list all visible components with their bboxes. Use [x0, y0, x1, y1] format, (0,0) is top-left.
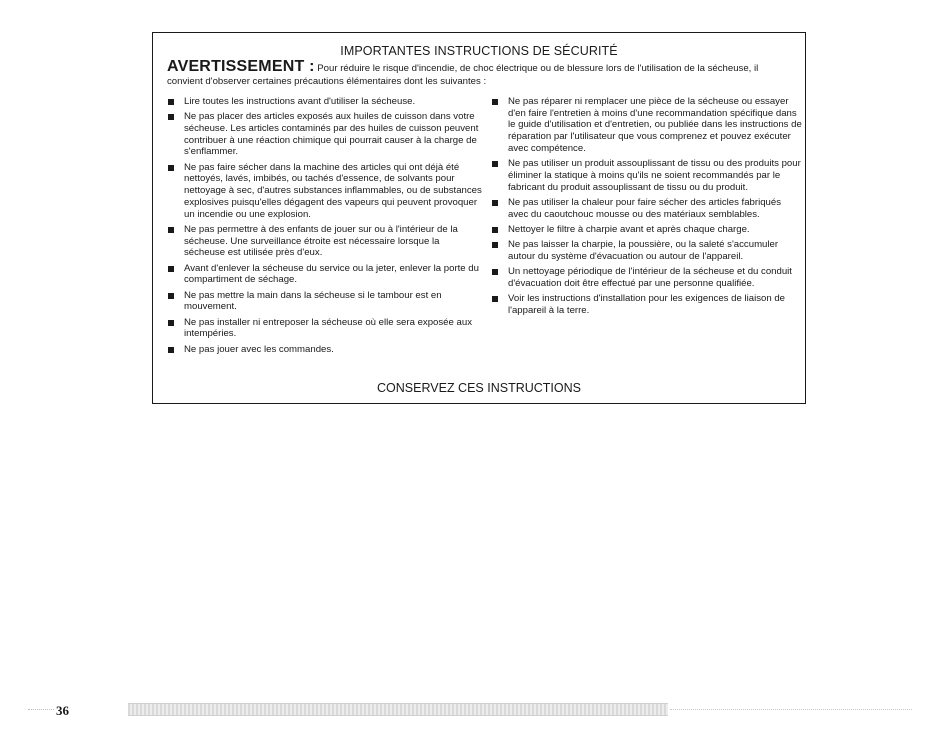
list-item: Ne pas mettre la main dans la sécheuse si le tambour est en mouvement.: [167, 290, 483, 313]
list-item: Un nettoyage périodique de l'intérieur de la sécheuse et du conduit d'évacuation doit être effectué par une personne qualifiée.: [491, 266, 803, 289]
right-column: [491, 96, 803, 320]
list-item: Voir les instructions d'installation pour les exigences de liaison de l'appareil à la terre.: [491, 293, 803, 316]
list-item: Ne pas placer des articles exposés aux huiles de cuisson dans votre sécheuse. Les articles contaminés par des huiles de cuisson peuvent contribuer à une réaction chimique qui pourrait causer à la charge de s'enflammer.: [167, 111, 483, 158]
list-item: Ne pas permettre à des enfants de jouer sur ou à l'intérieur de la sécheuse. Une surveillance étroite est nécessaire lorsque la sécheuse est utilisée près d'eux.: [167, 224, 483, 259]
list-item: Lire toutes les instructions avant d'utiliser la sécheuse.: [167, 96, 483, 108]
page-number: 36: [56, 703, 69, 718]
warning-label: AVERTISSEMENT :: [167, 58, 315, 75]
warning-paragraph: [167, 58, 793, 88]
list-item: Ne pas jouer avec les commandes.: [167, 344, 483, 356]
list-item: Ne pas utiliser un produit assouplissant de tissu ou des produits pour éliminer la statique à moins qu'ils ne soient recommandés par le fabricant du produit assouplissant de tissu ou du produit.: [491, 158, 803, 193]
save-instructions-heading: CONSERVEZ CES INSTRUCTIONS: [377, 381, 581, 395]
list-item: Ne pas réparer ni remplacer une pièce de la sécheuse ou essayer d'en faire l'entretien à moins d'une recommandation spécifique dans le guide d'utilisation et d'entretien, ou publiée dans les instructions de réparation par l'utilisateur que vous comprenez et pouvez exécuter avec compétence.: [491, 96, 803, 155]
page-rule-tail: [670, 709, 912, 710]
list-item: Nettoyer le filtre à charpie avant et après chaque charge.: [491, 224, 803, 236]
right-instruction-list: [491, 96, 803, 317]
list-item: Avant d'enlever la sécheuse du service ou la jeter, enlever la porte du compartiment de séchage.: [167, 263, 483, 286]
warning-text: Pour réduire le risque d'incendie, de choc électrique ou de blessure lors de l'utilisation de la sécheuse, il convient d'observer certaines précautions élémentaires dont les suivantes :: [167, 63, 759, 87]
list-item: Ne pas laisser la charpie, la poussière, ou la saleté s'accumuler autour du système d'évacuation ou autour de l'appareil.: [491, 239, 803, 262]
safety-instructions-box: [152, 32, 806, 404]
list-item: Ne pas installer ni entreposer la sécheuse où elle sera exposée aux intempéries.: [167, 317, 483, 340]
page-rule-lead: [28, 709, 54, 710]
left-column: [167, 96, 483, 359]
section-title: IMPORTANTES INSTRUCTIONS DE SÉCURITÉ: [340, 44, 618, 58]
page-footer-rule: [128, 703, 668, 716]
list-item: Ne pas faire sécher dans la machine des articles qui ont déjà été nettoyés, lavés, imbibés, ou tachés d'essence, de solvants pour nettoyage à sec, d'autres substances inflammables, ou de substances explosives puisqu'elles dégagent des vapeurs qui peuvent provoquer un incendie ou une explosion.: [167, 162, 483, 221]
left-instruction-list: [167, 96, 483, 355]
list-item: Ne pas utiliser la chaleur pour faire sécher des articles fabriqués avec du caoutchouc mousse ou des matériaux semblables.: [491, 197, 803, 220]
